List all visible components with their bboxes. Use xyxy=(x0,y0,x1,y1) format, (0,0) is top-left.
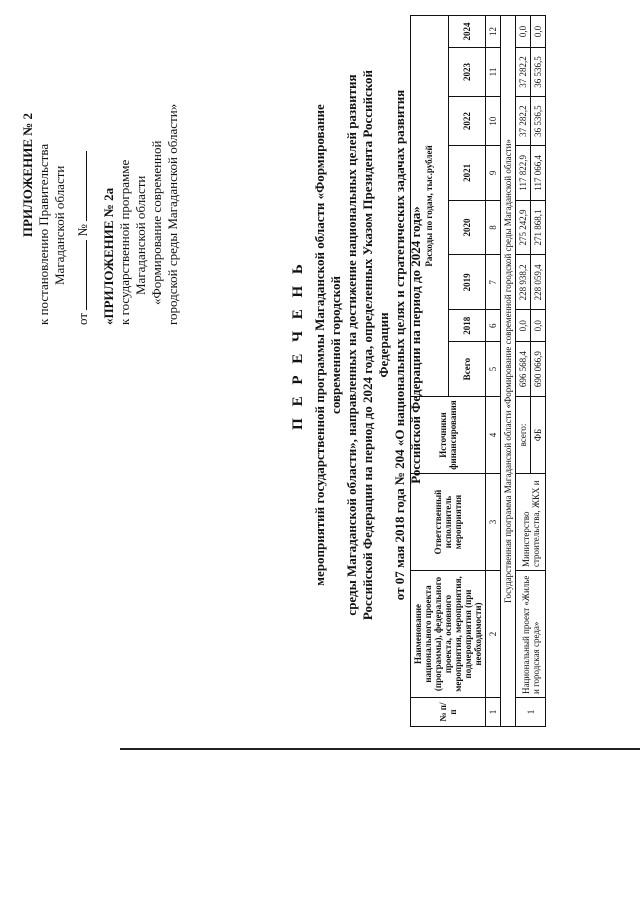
row-total: 696 568,4 xyxy=(516,342,531,397)
title-heading: П Е Р Е Ч Е Н Ь xyxy=(290,260,306,430)
col-header-year: 2021 xyxy=(448,146,486,200)
col-header-year: 2022 xyxy=(448,97,486,146)
row-source: ФБ xyxy=(531,397,546,474)
date-field xyxy=(74,240,87,310)
title-text: Российской Федерации на период до 2024 года» xyxy=(408,206,423,484)
header-line: «Формирование современной xyxy=(149,140,164,305)
col-header-number: № п/п xyxy=(411,698,486,727)
col-header-year: 2024 xyxy=(448,16,486,48)
col-header-source: Источники финансирования xyxy=(411,397,486,474)
title-text: Российской Федерации на период до 2024 года, определенных Указом Президента Российской Федерации xyxy=(360,69,391,621)
row-value: 0,0 xyxy=(531,310,546,342)
row-value: 37 282,2 xyxy=(516,97,531,146)
column-number: 9 xyxy=(486,146,501,200)
row-total: 690 066,9 xyxy=(531,342,546,397)
column-number: 8 xyxy=(486,200,501,255)
appendix-title: ПРИЛОЖЕНИЕ № 2 xyxy=(20,112,35,238)
header-line: городской среды Магаданской области» xyxy=(165,103,180,325)
row-value: 0,0 xyxy=(531,16,546,48)
row-executor: Министерство строительства, ЖКХ и xyxy=(516,474,546,571)
column-number-row xyxy=(486,16,501,727)
header-line: к государственной программе xyxy=(117,159,132,325)
row-value: 271 868,1 xyxy=(531,200,546,255)
row-value: 37 282,2 xyxy=(516,47,531,96)
row-value: 36 536,5 xyxy=(531,47,546,96)
column-number: 12 xyxy=(486,16,501,48)
document-title xyxy=(290,65,424,625)
column-number: 1 xyxy=(486,698,501,727)
col-header-executor: Ответственный исполнитель мероприятия xyxy=(411,474,486,571)
row-value: 117 822,9 xyxy=(516,146,531,200)
appendix-2a-title: «ПРИЛОЖЕНИЕ № 2а xyxy=(101,187,116,325)
column-number: 3 xyxy=(486,474,501,571)
title-text: мероприятий государственной программы Магаданской области «Формирование современной городской xyxy=(312,104,343,586)
title-text: от 07 мая 2018 года № 204 «О национальных целях и стратегических задачах развития xyxy=(392,89,407,601)
col-header-total: Всего xyxy=(448,342,486,397)
row-value: 228 059,4 xyxy=(531,255,546,310)
number-field xyxy=(74,151,87,221)
column-number: 7 xyxy=(486,255,501,310)
table-row xyxy=(516,16,531,727)
column-number: 10 xyxy=(486,97,501,146)
row-value: 36 536,5 xyxy=(531,97,546,146)
column-number: 11 xyxy=(486,47,501,96)
header-line: Магаданской области xyxy=(133,175,148,295)
col-header-year: 2018 xyxy=(448,310,486,342)
row-value: 228 938,2 xyxy=(516,255,531,310)
row-source: всего: xyxy=(516,397,531,474)
row-value: 117 066,4 xyxy=(531,146,546,200)
date-number-line xyxy=(74,25,91,325)
section-row xyxy=(501,16,516,727)
row-value: 0,0 xyxy=(516,16,531,48)
title-text: среды Магаданской области», направленных на достижение национальных целей развития xyxy=(344,74,359,616)
row-number: 1 xyxy=(516,698,546,727)
row-name: Национальный проект «Жилье и городская среда» xyxy=(516,571,546,698)
col-header-year: 2023 xyxy=(448,47,486,96)
column-number: 4 xyxy=(486,397,501,474)
row-value: 275 242,9 xyxy=(516,200,531,255)
from-label: от xyxy=(75,312,90,325)
header-line: к постановлению Правительства xyxy=(36,143,51,325)
page-separator-line xyxy=(120,748,640,750)
measures-table xyxy=(410,15,546,727)
measures-table-wrap xyxy=(410,15,546,727)
column-number: 2 xyxy=(486,571,501,698)
appendix-header xyxy=(20,25,181,325)
col-header-year: 2019 xyxy=(448,255,486,310)
number-label: № xyxy=(75,224,90,237)
column-number: 5 xyxy=(486,342,501,397)
row-value: 0,0 xyxy=(516,310,531,342)
col-header-year: 2020 xyxy=(448,200,486,255)
section-title: Государственная программа Магаданской области «Формирование современной городской среды Магаданской области» xyxy=(501,16,516,727)
column-number: 6 xyxy=(486,310,501,342)
col-header-costs: Расходы по годам, тыс.рублей xyxy=(411,16,449,397)
header-line: Магаданской области xyxy=(52,165,67,285)
col-header-name: Наименование национального проекта (программы), федерального проекта, основного мероприятия, мероприятия, подмероприятия (при необходимости) xyxy=(411,571,486,698)
